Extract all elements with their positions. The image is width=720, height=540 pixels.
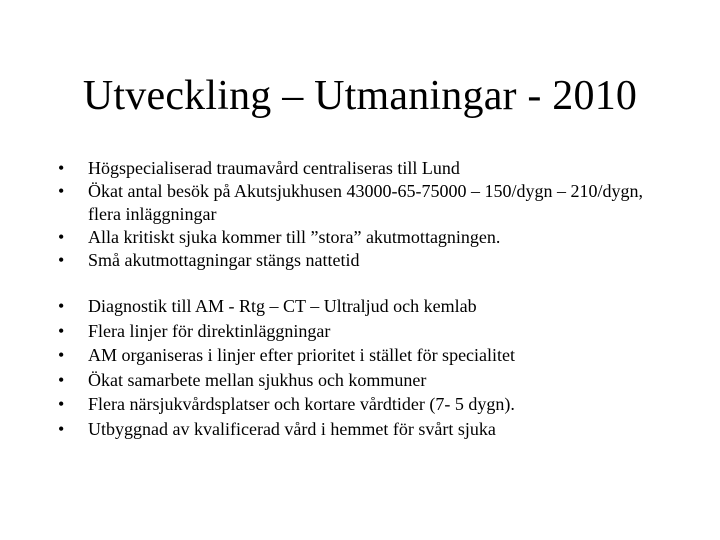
bullet-dot-icon: • (58, 394, 65, 414)
bullet-dot-icon: • (58, 345, 65, 365)
bullet-text: Små akutmottagningar stängs nattetid (88, 250, 360, 270)
bullet-text: AM organiseras i linjer efter prioritet i stället för specialitet (88, 345, 516, 365)
bullet-dot-icon: • (58, 369, 65, 390)
bullet-item (58, 294, 658, 319)
bullet-text: Ökat samarbete mellan sjukhus och kommuner (88, 369, 427, 390)
bullet-list-1 (58, 157, 658, 272)
bullet-dot-icon: • (58, 181, 65, 201)
bullet-list-2 (58, 294, 658, 441)
bullet-item (58, 368, 658, 393)
bullet-item (58, 392, 658, 417)
bullet-item (58, 417, 658, 442)
bullet-item (58, 249, 658, 272)
bullet-item (58, 343, 658, 368)
bullet-item (58, 226, 658, 249)
bullet-dot-icon: • (58, 250, 65, 270)
bullet-text: Flera närsjukvårdsplatser och kortare vårdtider (7- 5 dygn). (88, 394, 515, 414)
bullet-dot-icon: • (58, 227, 65, 247)
bullet-item (58, 180, 658, 226)
bullet-text: Flera linjer för direktinläggningar (88, 320, 331, 341)
bullet-text: Högspecialiserad traumavård centraliseras till Lund (88, 158, 460, 178)
bullet-dot-icon: • (58, 296, 65, 316)
bullet-text: Diagnostik till AM - Rtg – CT – Ultraljud och kemlab (88, 296, 477, 316)
bullet-item (58, 157, 658, 180)
bullet-item (58, 319, 658, 344)
slide-title: Utveckling – Utmaningar - 2010 (82, 73, 638, 119)
bullet-text: Utbyggnad av kvalificerad vård i hemmet för svårt sjuka (88, 418, 496, 439)
bullet-dot-icon: • (58, 158, 65, 178)
bullet-text: Alla kritiskt sjuka kommer till ”stora” akutmottagningen. (88, 227, 501, 247)
bullet-dot-icon: • (58, 320, 65, 341)
bullet-dot-icon: • (58, 418, 65, 439)
bullet-text: Ökat antal besök på Akutsjukhusen 43000-65-75000 – 150/dygn – 210/dygn, flera inläggningar (88, 181, 643, 224)
